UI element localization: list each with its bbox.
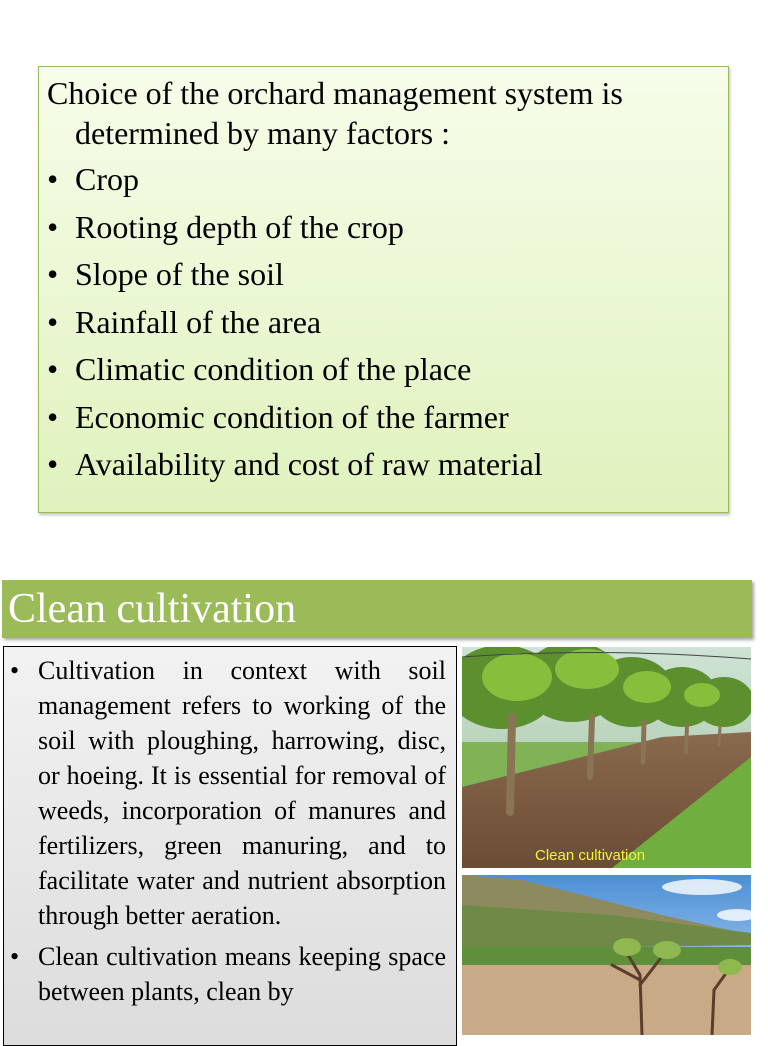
- factor-item: • Rainfall of the area: [47, 302, 714, 342]
- section-title: Clean cultivation: [2, 580, 752, 638]
- factor-item: • Availability and cost of raw material: [47, 444, 714, 484]
- paragraph-list: [10, 653, 446, 1009]
- factor-item: • Climatic condition of the place: [47, 349, 714, 389]
- factors-list: [47, 159, 714, 484]
- text-panel: [3, 646, 457, 1046]
- factor-item: • Economic condition of the farmer: [47, 397, 714, 437]
- factors-intro: Choice of the orchard management system is determined by many factors :: [47, 75, 623, 151]
- paragraph-item: • Cultivation in context with soil management refers to working of the soil with ploughing, harrowing, disc, or hoeing. It is essential for removal of weeds, incorporation of manures and fertilizers, green manuring, and to facilitate water and nutrient absorption through better aeration.: [10, 653, 446, 933]
- orchard-photo-hillside: [462, 875, 751, 1035]
- orchard-photo-clean-cultivation: [462, 647, 751, 868]
- factor-item: • Slope of the soil: [47, 254, 714, 294]
- factors-box: [38, 66, 729, 513]
- factor-item: • Crop: [47, 159, 714, 199]
- paragraph-item: • Clean cultivation means keeping space between plants, clean by: [10, 939, 446, 1009]
- factor-item: • Rooting depth of the crop: [47, 207, 714, 247]
- photo-caption: Clean cultivation: [535, 847, 646, 864]
